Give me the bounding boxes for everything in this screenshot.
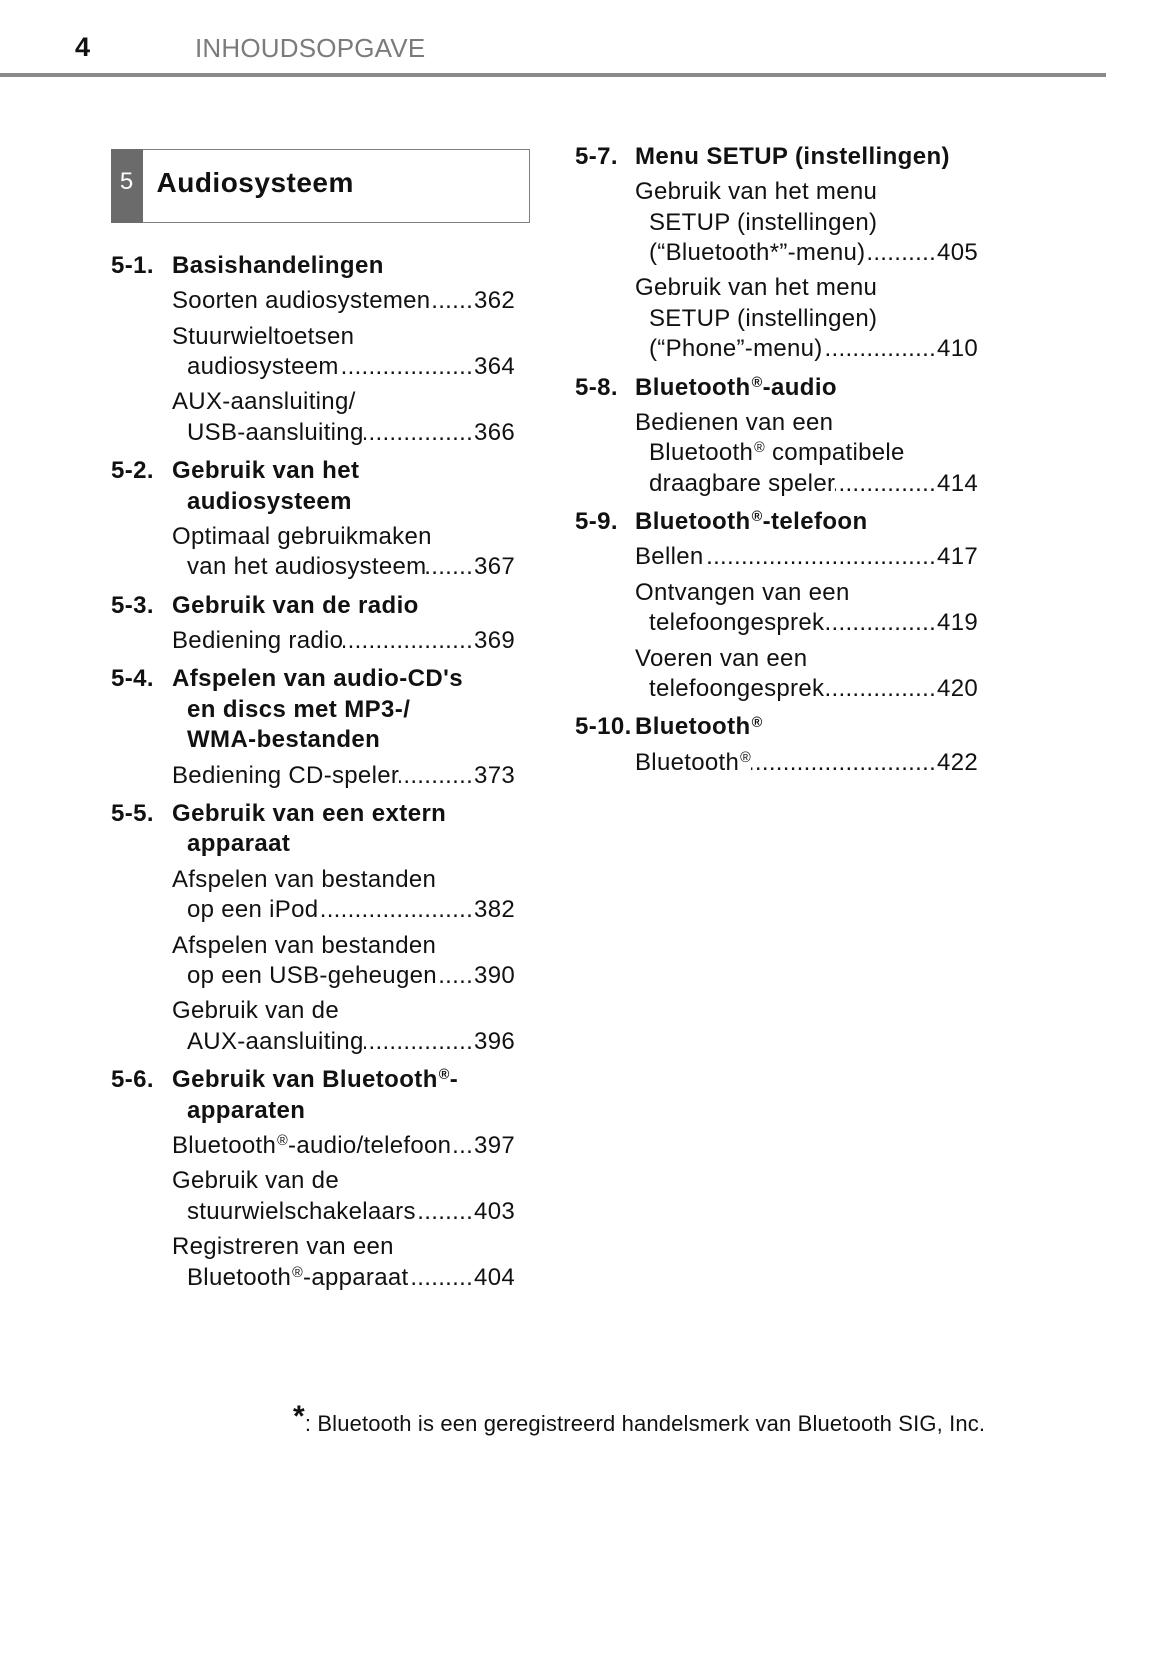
- toc-section-5-6: [111, 1065, 515, 1293]
- toc-entry-line: [172, 1131, 515, 1161]
- toc-entry-text: Bediening CD-speler: [172, 761, 400, 789]
- toc-left-column: [111, 251, 515, 1293]
- toc-section-title: Basishandelingen: [172, 251, 384, 279]
- toc-page-number: 382: [474, 896, 515, 924]
- header-rule: [0, 73, 1106, 77]
- toc-entry-text: op een iPod: [187, 896, 319, 924]
- toc-entry-line: [649, 438, 978, 468]
- toc-section-heading: [111, 456, 515, 517]
- toc-title-text: Bluetooth: [635, 508, 751, 536]
- toc-page-number: 367: [474, 553, 515, 581]
- toc-page-number: 420: [937, 675, 978, 703]
- toc-entry-line: Gebruik van de: [172, 997, 339, 1025]
- toc-section-5-9: [575, 507, 978, 704]
- toc-entry-line: [649, 238, 978, 268]
- chapter-heading-box: [111, 149, 530, 223]
- toc-title-text: Gebruik van Bluetooth: [172, 1066, 438, 1094]
- toc-section-heading: [111, 799, 515, 860]
- toc-title-text: -telefoon: [762, 508, 868, 536]
- toc-text-segment: Bluetooth: [635, 748, 740, 776]
- toc-entry-text: USB-aansluiting: [187, 418, 364, 446]
- toc-text-segment: Bluetooth: [649, 439, 754, 467]
- toc-entry-line: [187, 418, 515, 448]
- toc-page-number: 362: [474, 287, 515, 315]
- toc-entry-text: audiosysteem: [187, 352, 339, 380]
- toc-page-number: 404: [474, 1263, 515, 1291]
- toc-section-heading: [111, 591, 515, 621]
- toc-section-heading: [111, 251, 515, 281]
- toc-section-5-10: [575, 712, 978, 778]
- toc-section-heading: [575, 373, 978, 403]
- toc-entry-line: [172, 626, 515, 656]
- registered-mark: ®: [751, 374, 763, 391]
- toc-section-title: [172, 1065, 515, 1095]
- toc-page-number: 419: [937, 609, 978, 637]
- toc-entry: [635, 273, 978, 364]
- footnote: [293, 1400, 986, 1439]
- toc-entry-line: [635, 542, 978, 572]
- toc-entry: [172, 865, 515, 926]
- toc-text-segment: compatibele: [765, 439, 905, 467]
- toc-entry-text: draagbare speler: [649, 469, 836, 497]
- dot-leader: [416, 1197, 474, 1227]
- toc-section-number: 5-8.: [575, 373, 618, 401]
- toc-section-title: Gebruik van een extern: [172, 800, 447, 828]
- toc-entry-line: Optimaal gebruikmaken: [172, 522, 432, 550]
- toc-entry-line: [187, 352, 515, 382]
- toc-entry-line: [187, 961, 515, 991]
- toc-section-5-8: [575, 373, 978, 500]
- toc-section-5-4: [111, 664, 515, 791]
- toc-section-title: Gebruik van het: [172, 457, 360, 485]
- toc-page-number: 410: [937, 335, 978, 363]
- toc-page-number: 403: [474, 1197, 515, 1225]
- toc-entry-line: [649, 469, 978, 499]
- toc-page-number: 414: [937, 469, 978, 497]
- toc-section-number: 5-3.: [111, 591, 154, 619]
- chapter-title: Audiosysteem: [156, 166, 354, 198]
- dot-leader: [408, 1263, 474, 1293]
- toc-entry-line: AUX-aansluiting/: [172, 388, 356, 416]
- toc-entry-text: AUX-aansluiting: [187, 1027, 364, 1055]
- dot-leader: [835, 469, 937, 499]
- dot-leader: [824, 608, 937, 638]
- toc-entry-line: [649, 674, 978, 704]
- dot-leader: [318, 895, 474, 925]
- toc-entry-text: telefoongesprek: [649, 609, 825, 637]
- toc-entry: [172, 931, 515, 992]
- toc-entry-line: Registreren van een: [172, 1233, 394, 1261]
- toc-section-title: [635, 373, 978, 403]
- toc-entry: [635, 748, 978, 778]
- toc-entry-text: Soorten audiosystemen: [172, 287, 431, 315]
- toc-entry-text: [635, 748, 751, 778]
- toc-section-number: 5-2.: [111, 457, 154, 485]
- toc-section-number: 5-10.: [575, 713, 632, 741]
- dot-leader: [430, 286, 474, 316]
- toc-entry: [172, 626, 515, 656]
- toc-title-text: Bluetooth: [635, 373, 751, 401]
- toc-section-title: Afspelen van audio-CD's: [172, 665, 463, 693]
- registered-mark: ®: [751, 509, 763, 526]
- toc-entry-text: van het audiosysteem: [187, 553, 427, 581]
- toc-entry-text: [187, 1263, 408, 1293]
- toc-right-column: [575, 142, 978, 778]
- toc-entry-line: [172, 286, 515, 316]
- toc-entry-line: [187, 1197, 515, 1227]
- dot-leader: [426, 552, 474, 582]
- toc-title-text: Bluetooth: [635, 713, 751, 741]
- dot-leader: [364, 418, 474, 448]
- toc-section-title: [635, 712, 978, 742]
- toc-section-heading: [111, 664, 515, 755]
- toc-entry: [172, 996, 515, 1057]
- toc-section-title: apparaten: [187, 1096, 306, 1124]
- dot-leader: [437, 961, 474, 991]
- toc-section-5-5: [111, 799, 515, 1057]
- toc-section-heading: [575, 142, 978, 172]
- dot-leader: [451, 1131, 474, 1161]
- toc-entry-line: SETUP (instellingen): [649, 304, 878, 332]
- toc-entry-line: [187, 895, 515, 925]
- toc-section-5-1: [111, 251, 515, 448]
- toc-entry-line: Gebruik van het menu: [635, 178, 878, 206]
- toc-section-number: 5-9.: [575, 508, 618, 536]
- toc-section-title: Gebruik van de radio: [172, 591, 419, 619]
- toc-section-5-3: [111, 591, 515, 657]
- registered-mark: ®: [277, 1133, 289, 1150]
- toc-text-segment: -apparaat: [303, 1263, 409, 1291]
- toc-entry: [172, 761, 515, 791]
- toc-page-number: 422: [937, 748, 978, 776]
- dot-leader: [399, 761, 474, 791]
- toc-entry-text: op een USB-geheugen: [187, 962, 437, 989]
- toc-section-5-7: [575, 142, 978, 365]
- toc-title-text: -audio: [762, 373, 837, 401]
- toc-entry-line: [635, 748, 978, 778]
- toc-entry: [172, 1232, 515, 1293]
- toc-entry-line: Bedienen van een: [635, 408, 834, 436]
- toc-entry-line: [187, 552, 515, 582]
- toc-page-number: 364: [474, 352, 515, 380]
- toc-section-title: Menu SETUP (instellingen): [635, 142, 950, 170]
- toc-entry-text: (“Phone”-menu): [649, 335, 823, 363]
- dot-leader: [704, 542, 938, 572]
- running-header-title: INHOUDSOPGAVE: [195, 33, 426, 63]
- dot-leader: [343, 626, 474, 656]
- registered-mark: ®: [751, 714, 763, 731]
- toc-entry: [635, 177, 978, 268]
- toc-entry-line: [649, 608, 978, 638]
- toc-entry-text: [172, 1131, 451, 1161]
- toc-section-5-2: [111, 456, 515, 583]
- toc-entry-line: Afspelen van bestanden: [172, 931, 437, 959]
- toc-text-segment: Bluetooth: [172, 1131, 277, 1159]
- dot-leader: [751, 748, 937, 778]
- toc-entry-line: Afspelen van bestanden: [172, 865, 437, 893]
- toc-entry-line: Gebruik van het menu: [635, 274, 878, 302]
- toc-page-number: 417: [937, 543, 978, 571]
- toc-entry-line: [649, 334, 978, 364]
- registered-mark: ®: [292, 1264, 304, 1281]
- toc-entry-text: Bediening radio: [172, 627, 344, 655]
- toc-entry: [172, 387, 515, 448]
- footnote-text: : Bluetooth is een geregistreerd handelsmerk van Bluetooth SIG, Inc.: [304, 1411, 986, 1436]
- toc-section-title: apparaat: [187, 830, 291, 858]
- toc-entry-text: Bellen: [635, 543, 704, 571]
- toc-entry-line: Voeren van een: [635, 644, 808, 672]
- registered-mark: ®: [754, 440, 766, 457]
- toc-entry-text: stuurwielschakelaars: [187, 1197, 416, 1225]
- toc-section-number: 5-5.: [111, 800, 154, 828]
- toc-entry: [635, 542, 978, 572]
- toc-entry-line: Ontvangen van een: [635, 578, 850, 606]
- toc-page-number: 366: [474, 418, 515, 446]
- toc-page-number: 390: [474, 962, 515, 989]
- toc-page-number: 405: [937, 238, 978, 266]
- toc-section-number: 5-1.: [111, 251, 154, 279]
- toc-entry-line: [187, 1263, 515, 1293]
- toc-section-heading: [111, 1065, 515, 1126]
- toc-title-text: -: [449, 1066, 459, 1094]
- toc-entry: [172, 1131, 515, 1161]
- toc-entry-text: (“Bluetooth*”-menu): [649, 238, 866, 266]
- toc-entry-text: telefoongesprek: [649, 675, 825, 703]
- toc-entry-line: Stuurwieltoetsen: [172, 322, 355, 350]
- dot-leader: [824, 674, 937, 704]
- toc-text-segment: Bluetooth: [187, 1263, 292, 1291]
- toc-entry-line: Gebruik van de: [172, 1167, 339, 1195]
- toc-page-number: 369: [474, 627, 515, 655]
- toc-section-title: [635, 507, 978, 537]
- toc-section-number: 5-7.: [575, 142, 618, 170]
- chapter-number-tab: [111, 149, 143, 223]
- toc-text-segment: -audio/telefoon: [288, 1131, 452, 1159]
- dot-leader: [364, 1027, 474, 1057]
- dot-leader: [823, 334, 937, 364]
- dot-leader: [865, 238, 937, 268]
- toc-entry-line: [172, 761, 515, 791]
- toc-section-number: 5-4.: [111, 665, 154, 693]
- toc-section-heading: [575, 507, 978, 537]
- toc-entry: [635, 408, 978, 499]
- toc-entry-line: SETUP (instellingen): [649, 208, 878, 236]
- toc-entry: [172, 522, 515, 583]
- toc-page-number: 373: [474, 761, 515, 789]
- footnote-asterisk: *: [293, 1400, 305, 1433]
- toc-section-title: WMA-bestanden: [187, 726, 381, 754]
- chapter-number: 5: [119, 167, 134, 195]
- toc-entry: [172, 322, 515, 383]
- toc-section-heading: [575, 712, 978, 742]
- toc-entry: [172, 286, 515, 316]
- registered-mark: ®: [740, 749, 752, 766]
- toc-page-number: 396: [474, 1027, 515, 1055]
- dot-leader: [339, 352, 474, 382]
- toc-entry-line: [187, 1027, 515, 1057]
- toc-entry: [172, 1166, 515, 1227]
- toc-section-number: 5-6.: [111, 1066, 154, 1094]
- toc-section-title: en discs met MP3-/: [187, 695, 411, 723]
- page-number: 4: [75, 32, 91, 62]
- toc-section-title: audiosysteem: [187, 487, 352, 515]
- toc-entry: [635, 644, 978, 705]
- registered-mark: ®: [438, 1067, 450, 1084]
- toc-page-number: 397: [474, 1131, 515, 1159]
- toc-entry: [635, 578, 978, 639]
